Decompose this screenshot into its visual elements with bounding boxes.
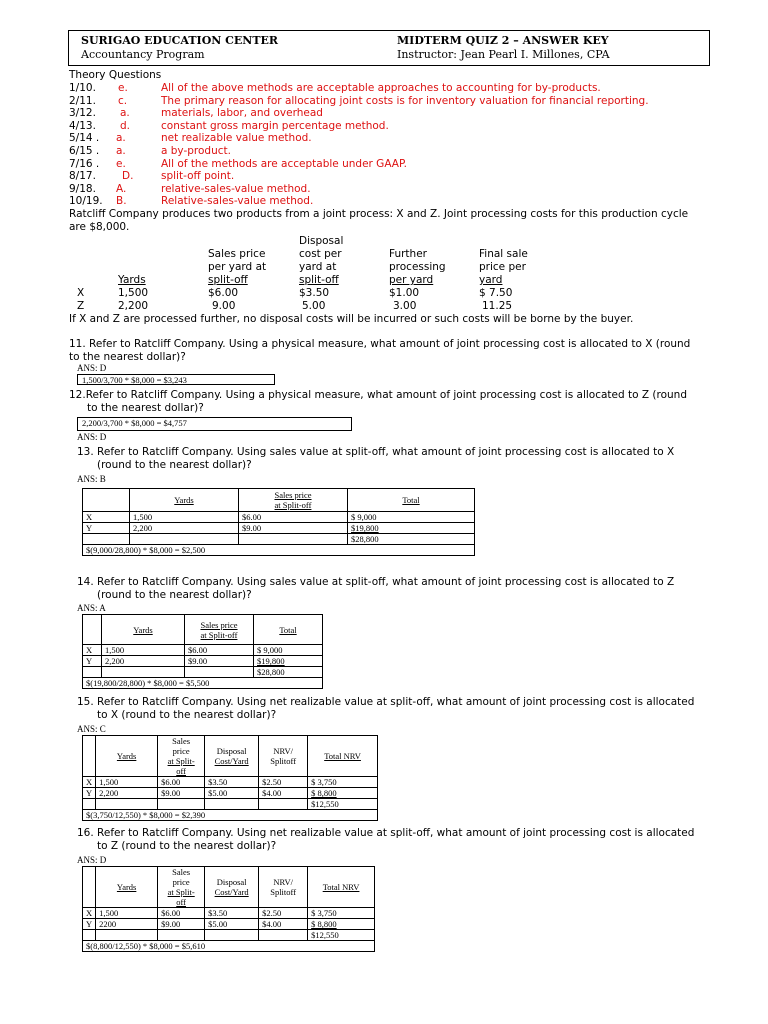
q14-r0-sales: $6.00 [185, 645, 254, 656]
row-x-final: $ 7.50 [479, 287, 513, 299]
row-x-further: $1.00 [389, 287, 420, 299]
theory-item-letter: A. [116, 182, 127, 195]
theory-item-answer: The primary reason for allocating joint costs is for inventory valuation for financial reporting. [161, 94, 649, 107]
q13-h-sales2: at Split-off [274, 500, 312, 510]
q15-sum-blank2 [96, 799, 158, 810]
theory-item-number: 10/19. [69, 195, 103, 208]
theory-item-number: 3/12. [69, 107, 96, 120]
q16-sum-blank4 [205, 930, 259, 941]
q14-r0-yards: 1,500 [102, 645, 185, 656]
q14-sum-blank3 [185, 667, 254, 678]
q16-r1-p: Y [83, 919, 96, 930]
q14-r1-sales: $9.00 [185, 656, 254, 667]
q15-h-blank [83, 736, 96, 777]
q16-r0-yards: 1,500 [96, 908, 158, 919]
q15-line2: to X (round to the nearest dollar)? [97, 709, 277, 721]
q13-h-yards: Yards [130, 489, 239, 512]
q15-h-sales3: at Split- [167, 756, 195, 766]
row-z-further: 3.00 [393, 300, 417, 312]
table-row [83, 656, 323, 667]
q15-sum-blank5 [259, 799, 308, 810]
q11-line1: 11. Refer to Ratcliff Company. Using a physical measure, what amount of joint processing cost is allocated to X (round [69, 338, 691, 350]
q15-r0-disp: $3.50 [205, 777, 259, 788]
q16-h-sales3: at Split- [167, 887, 195, 897]
q15-h-disp2: Cost/Yard [214, 756, 249, 766]
q15-h-yards: Yards [96, 736, 158, 777]
col-disposal-2: cost per [299, 248, 342, 260]
q13-table [82, 488, 475, 556]
q13-r1-total-value: $19,800 [351, 523, 379, 533]
q15-h-nrv2: Splitoff [270, 756, 297, 766]
q15-r1-yards: 2,200 [96, 788, 158, 799]
q15-h-disp [205, 736, 259, 777]
row-x-product: X [77, 287, 85, 299]
q13-h-total: Total [348, 489, 475, 512]
q14-r1-yards: 2,200 [102, 656, 185, 667]
q14-sum: $28,800 [254, 667, 323, 678]
q15-r1-total [308, 788, 378, 799]
q14-r1-total [254, 656, 323, 667]
theory-item-number: 5/14 . [69, 132, 100, 145]
q11-line2: to the nearest dollar)? [69, 351, 186, 363]
theory-item-answer: Relative-sales-value method. [161, 195, 314, 208]
q16-h-sales2: price [172, 877, 190, 887]
q15-h-sales1: Sales [172, 736, 191, 746]
q13-r1-yards: 2,200 [130, 523, 239, 534]
q13-sum-blank1 [83, 534, 130, 545]
q16-h-yards: Yards [96, 867, 158, 908]
q15-h-sales [158, 736, 205, 777]
table-row [83, 645, 323, 656]
theory-item-answer: relative-sales-value method. [161, 182, 311, 195]
q15-sum-blank4 [205, 799, 259, 810]
q15-r1-total-value: $ 8,800 [311, 788, 337, 798]
q13-r1-sales: $9.00 [239, 523, 348, 534]
q16-sum-blank1 [83, 930, 96, 941]
q16-sum-blank2 [96, 930, 158, 941]
q16-r0-sales: $6.00 [158, 908, 205, 919]
q16-r0-total: $ 3,750 [308, 908, 375, 919]
theory-item-answer: All of the above methods are acceptable approaches to accounting for by-products. [161, 82, 601, 94]
q13-r1-p: Y [83, 523, 130, 534]
row-z-yards: 2,200 [118, 300, 149, 312]
q16-h-sales [158, 867, 205, 908]
theory-item-number: 7/16 . [69, 157, 100, 170]
q12-line2: to the nearest dollar)? [87, 402, 204, 414]
q15-r1-sales: $9.00 [158, 788, 205, 799]
q14-sum-blank1 [83, 667, 102, 678]
table-row [83, 788, 378, 799]
theory-item-answer: net realizable value method. [161, 132, 312, 145]
q16-h-sales1: Sales [172, 867, 191, 877]
q15-answer: ANS: C [77, 724, 106, 734]
theory-item-number: 4/13. [69, 119, 96, 132]
q14-table [82, 614, 323, 689]
q13-formula: $(9,000/28,800) * $8,000 = $2,500 [83, 545, 475, 556]
q16-sum-blank5 [259, 930, 308, 941]
q16-h-blank [83, 867, 96, 908]
theory-item-number: 6/15 . [69, 145, 100, 157]
q14-r0-total: $ 9,000 [254, 645, 323, 656]
q12-answer: ANS: D [77, 432, 107, 442]
header-box [68, 30, 710, 66]
row-z-disposal: 5.00 [302, 300, 326, 312]
q12-line1: 12.Refer to Ratcliff Company. Using a physical measure, what amount of joint processing cost is allocated to Z (round [69, 389, 688, 401]
theory-item-letter: c. [118, 94, 128, 107]
q15-h-nrv [259, 736, 308, 777]
q15-line1: 15. Refer to Ratcliff Company. Using net realizable value at split-off, what amount of joint processing cost is allocated [77, 696, 695, 708]
q15-sum-blank1 [83, 799, 96, 810]
school-name: SURIGAO EDUCATION CENTER [81, 34, 279, 47]
col-final-1: Final sale [479, 248, 528, 260]
q13-h-blank [83, 489, 130, 512]
q14-sum-blank2 [102, 667, 185, 678]
q14-h-sales1: Sales price [200, 619, 238, 630]
q13-line1: 13. Refer to Ratcliff Company. Using sales value at split-off, what amount of joint processing cost is allocated to X [77, 446, 675, 458]
row-z-sales: 9.00 [212, 300, 236, 312]
program-name: Accountancy Program [81, 48, 205, 61]
q13-line2: (round to the nearest dollar)? [97, 459, 252, 471]
q13-r0-yards: 1,500 [130, 512, 239, 523]
theory-title: Theory Questions [69, 69, 162, 81]
row-z-product: Z [77, 300, 85, 312]
theory-item-answer: All of the methods are acceptable under GAAP. [161, 157, 408, 170]
q15-h-disp1: Disposal [216, 746, 247, 756]
theory-item-answer: split-off point. [161, 170, 235, 183]
q16-r0-disp: $3.50 [205, 908, 259, 919]
table-row [83, 523, 475, 534]
q11-answer: ANS: D [77, 363, 107, 373]
q13-sum-blank2 [130, 534, 239, 545]
problem-intro-line2: are $8,000. [69, 221, 130, 233]
q15-r0-yards: 1,500 [96, 777, 158, 788]
quiz-title: MIDTERM QUIZ 2 – ANSWER KEY [397, 34, 609, 47]
q16-r0-p: X [83, 908, 96, 919]
row-z-final: 11.25 [482, 300, 513, 312]
col-disposal-1: Disposal [299, 235, 344, 247]
theory-item-letter: e. [116, 157, 126, 170]
q15-sum: $12,550 [308, 799, 378, 810]
q13-h-sales [239, 489, 348, 512]
q16-h-disp2: Cost/Yard [214, 887, 249, 897]
q13-sum-blank3 [239, 534, 348, 545]
theory-item-answer: a by-product. [161, 145, 231, 157]
q16-sum: $12,550 [308, 930, 375, 941]
q15-table [82, 735, 378, 821]
theory-item-letter: B. [116, 195, 127, 208]
theory-item-letter: a. [116, 145, 126, 157]
q15-h-total: Total NRV [308, 736, 378, 777]
q15-r0-sales: $6.00 [158, 777, 205, 788]
theory-item-letter: a. [120, 107, 130, 120]
q14-r0-p: X [83, 645, 102, 656]
q14-r1-p: Y [83, 656, 102, 667]
q15-r0-p: X [83, 777, 96, 788]
theory-item-letter: a. [116, 132, 126, 145]
q13-h-sales1: Sales price [274, 490, 312, 500]
q16-r1-disp: $5.00 [205, 919, 259, 930]
q14-answer: ANS: A [77, 603, 106, 613]
theory-item-number: 2/11. [69, 94, 96, 107]
col-disposal-3: yard at [299, 261, 337, 273]
col-further-1: Further [389, 248, 427, 260]
q16-formula: $(8,800/12,550) * $8,000 = $5,610 [83, 941, 375, 952]
col-yards: Yards [118, 274, 146, 286]
q14-h-sales2: at Split-off [200, 629, 238, 640]
col-sales-2: per yard at [208, 261, 267, 273]
theory-item-letter: D. [122, 170, 134, 183]
col-sales-1: Sales price [208, 248, 266, 260]
q14-h-blank [83, 615, 102, 645]
q16-table [82, 866, 375, 952]
q16-h-sales4: off [176, 897, 187, 907]
q15-h-nrv1: NRV/ [273, 746, 293, 756]
q16-r1-total [308, 919, 375, 930]
q16-r1-sales: $9.00 [158, 919, 205, 930]
q14-r1-total-value: $19,800 [257, 656, 285, 666]
q15-r0-nrv: $2.50 [259, 777, 308, 788]
table-row [83, 908, 375, 919]
q16-r1-nrv: $4.00 [259, 919, 308, 930]
row-x-yards: 1,500 [118, 287, 149, 299]
q14-h-total: Total [254, 615, 323, 645]
q16-h-nrv [259, 867, 308, 908]
q16-line2: to Z (round to the nearest dollar)? [97, 840, 277, 852]
table-row [83, 777, 378, 788]
q16-r0-nrv: $2.50 [259, 908, 308, 919]
q13-r0-total: $ 9,000 [348, 512, 475, 523]
q15-r1-nrv: $4.00 [259, 788, 308, 799]
q16-line1: 16. Refer to Ratcliff Company. Using net realizable value at split-off, what amount of joint processing cost is allocated [77, 827, 695, 839]
col-further-3: per yard [389, 274, 434, 286]
problem-note: If X and Z are processed further, no disposal costs will be incurred or such costs will be borne by the buyer. [69, 313, 634, 325]
q16-h-nrv2: Splitoff [270, 887, 297, 897]
col-further-2: processing [389, 261, 446, 273]
table-row [83, 919, 375, 930]
row-x-disposal: $3.50 [299, 287, 330, 299]
q15-r0-total: $ 3,750 [308, 777, 378, 788]
problem-intro-line1: Ratcliff Company produces two products from a joint process: X and Z. Joint processing costs for this production cycle [69, 208, 689, 220]
q11-formula: 1,500/3,700 * $8,000 = $3,243 [77, 374, 275, 385]
q14-formula: $(19,800/28,800) * $8,000 = $5,500 [83, 678, 323, 689]
col-disposal-4: split-off [299, 274, 339, 286]
q16-sum-blank3 [158, 930, 205, 941]
q15-sum-blank3 [158, 799, 205, 810]
col-final-3: yard [479, 274, 503, 286]
row-x-sales: $6.00 [208, 287, 239, 299]
table-row [83, 512, 475, 523]
q15-formula: $(3,750/12,550) * $8,000 = $2,390 [83, 810, 378, 821]
theory-item-number: 1/10. [69, 82, 96, 94]
q15-h-sales2: price [172, 746, 190, 756]
q15-r1-p: Y [83, 788, 96, 799]
q15-r1-disp: $5.00 [205, 788, 259, 799]
q16-h-nrv1: NRV/ [273, 877, 293, 887]
q16-r1-total-value: $ 8,800 [311, 919, 337, 929]
theory-item-number: 9/18. [69, 182, 96, 195]
q16-answer: ANS: D [77, 855, 107, 865]
q16-r1-yards: 2200 [96, 919, 158, 930]
q16-h-disp1: Disposal [216, 877, 247, 887]
q14-h-yards: Yards [102, 615, 185, 645]
theory-item-letter: e. [118, 82, 128, 94]
q15-h-sales4: off [176, 766, 187, 776]
q13-r0-sales: $6.00 [239, 512, 348, 523]
q16-h-disp [205, 867, 259, 908]
instructor-name: Instructor: Jean Pearl I. Millones, CPA [397, 48, 610, 61]
q12-formula: 2,200/3,700 * $8,000 = $4,757 [77, 417, 352, 431]
q13-r1-total [348, 523, 475, 534]
q14-line1: 14. Refer to Ratcliff Company. Using sales value at split-off, what amount of joint processing cost is allocated to Z [77, 576, 675, 588]
col-final-2: price per [479, 261, 526, 273]
q13-sum: $28,800 [348, 534, 475, 545]
col-sales-3: split-off [208, 274, 248, 286]
theory-item-answer: materials, labor, and overhead [161, 107, 323, 120]
q14-h-sales [185, 615, 254, 645]
q13-answer: ANS: B [77, 474, 106, 484]
theory-item-letter: d. [120, 119, 131, 132]
theory-item-answer: constant gross margin percentage method. [161, 119, 389, 132]
q13-r0-p: X [83, 512, 130, 523]
q16-h-total: Total NRV [308, 867, 375, 908]
q14-line2: (round to the nearest dollar)? [97, 589, 252, 601]
theory-item-number: 8/17. [69, 170, 96, 183]
